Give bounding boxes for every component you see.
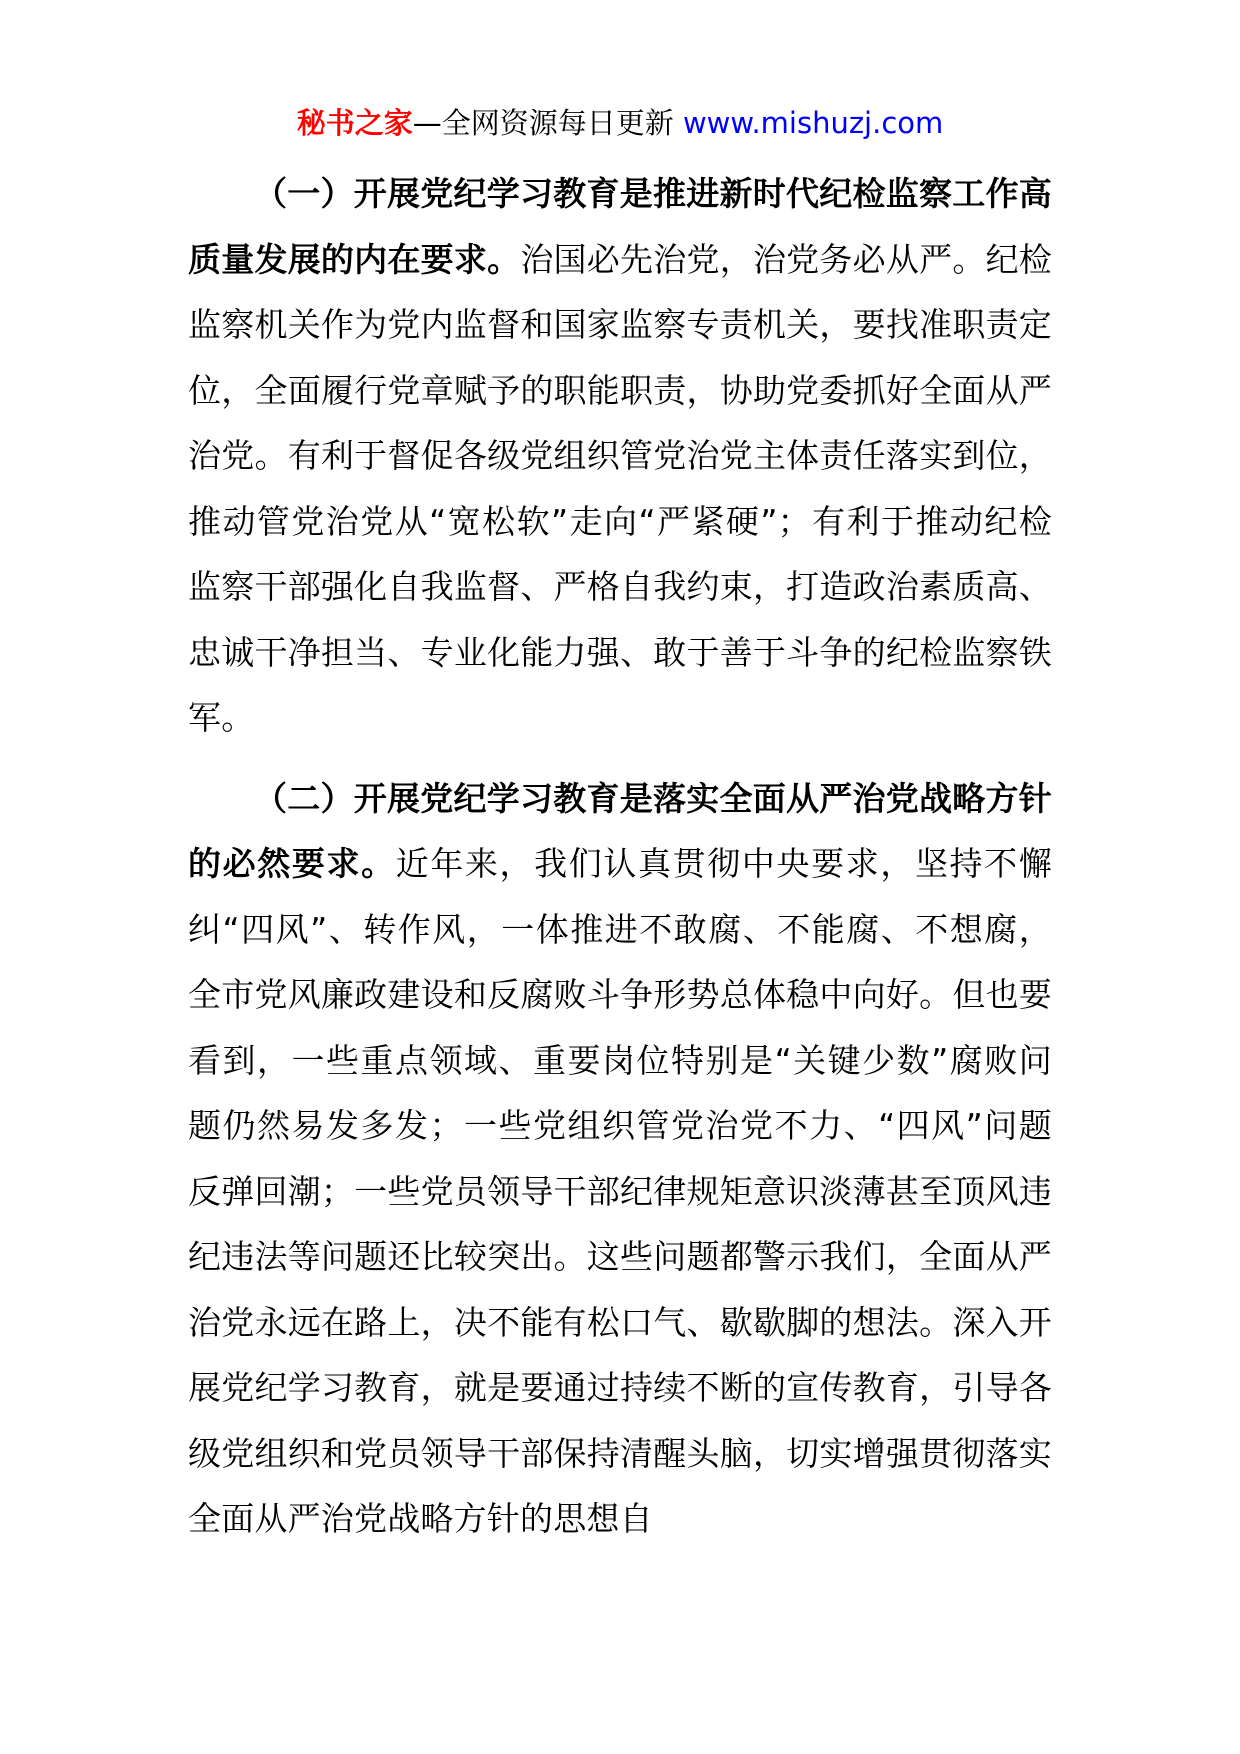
paragraph-two-text: 近年来，我们认真贯彻中央要求，坚持不懈纠“四风”、转作风，一体推进不敢腐、不能腐、不想腐，全市党风廉政建设和反腐败斗争形势总体稳中向好。但也要看到，一些重点领域、重要岗位特别是“关键少数”腐败问题仍然易发多发；一些党组织管党治党不力、“四风”问题反弹回潮；一些党员领导干部纪律规矩意识淡薄甚至顶风违纪违法等问题还比较突出。这些问题都警示我们，全面从严治党永远在路上，决不能有松口气、歇歇脚的想法。深入开展党纪学习教育，就是要通过持续不断的宣传教育，引导各级党组织和党员领导干部保持清醒头脑，切实增强贯彻落实全面从严治党战略方针的思想自 xyxy=(188,844,1052,1538)
brand-name: 秘书之家 xyxy=(296,106,413,140)
website-link[interactable]: www.mishuzj.com xyxy=(682,106,944,140)
header-slogan: —全网资源每日更新 xyxy=(412,106,683,140)
section-heading-one: （一）开展党纪学习教育是推进新时代纪检监察工作高质量发展的内在要求。 xyxy=(188,174,1052,279)
paragraph-one xyxy=(188,161,1052,751)
site-header xyxy=(0,102,1240,144)
section-heading-two: （二）开展党纪学习教育是落实全面从严治党战略方针的必然要求。 xyxy=(188,778,1052,883)
document-body xyxy=(188,161,1052,1552)
paragraph-one-text: 治国必先治党，治党务必从严。纪检监察机关作为党内监督和国家监察专责机关，要找准职责定位，全面履行党章赋予的职能职责，协助党委抓好全面从严治党。有利于督促各级党组织管党治党主体责任落实到位，推动管党治党从“宽松软”走向“严紧硬”；有利于推动纪检监察干部强化自我监督、严格自我约束，打造政治素质高、忠诚干净担当、专业化能力强、敢于善于斗争的纪检监察铁军。 xyxy=(188,239,1053,737)
paragraph-two xyxy=(188,766,1052,1552)
